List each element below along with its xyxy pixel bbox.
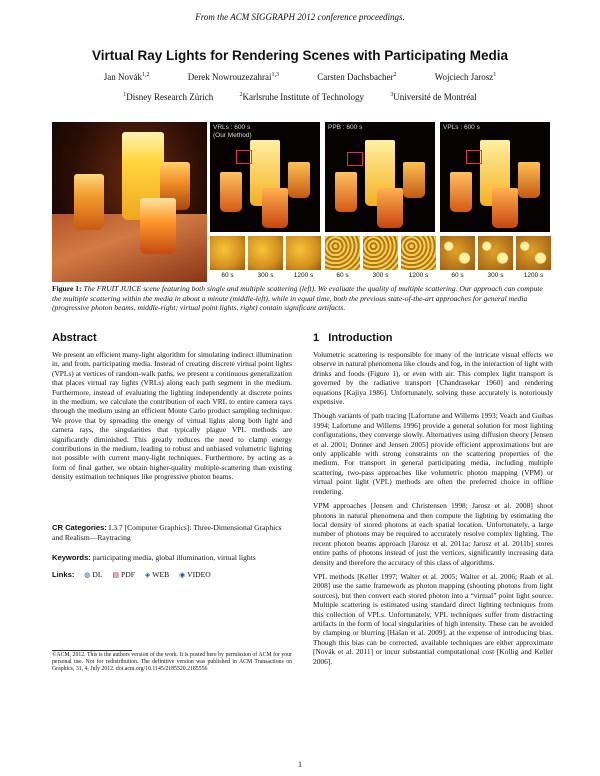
- section-number: 1: [313, 332, 320, 344]
- main-render-image: [52, 122, 207, 282]
- affiliation: $^1$Disney Research Zürich: [123, 92, 214, 102]
- globe-icon: ◍: [84, 571, 91, 579]
- caption-label: Figure 1:: [52, 284, 82, 293]
- copyright-notice: ©ACM, 2012. This is the authors version of the work. It is posted here by permission of ACM for your personal use. Not for redistribution. The definitive version was published in ACM Transactions on Graphics, 31, 4, July 2012. doi.acm.org/10.1145/2185520.2185556: [52, 652, 292, 673]
- paragraph: Though variants of path tracing [Lafortune and Willems 1993; Veach and Guibas 1994; Lafortune and Willems 1996] provide a general solution for most lighting configurations, they converge slowly. Alternatives using diffusion theory [Jensen et al. 2001; Donner and Jensen 2005] provide efficient approximations but are only applicable with strong constraints on the scattering properties of the medium. For transport in general participating media, including multiple scattering, two-pass approaches like volumetric photon mapping (VPM) or virtual point light (VPL) methods are often the preferred choice in offline rendering.: [313, 411, 553, 496]
- figure-caption: [52, 284, 550, 313]
- affiliation: $^2$Karlsruhe Institute of Technology: [239, 92, 364, 102]
- time-label: 1200 s: [293, 272, 314, 279]
- introduction-body: [313, 350, 553, 671]
- paper-title: Virtual Ray Lights for Rendering Scenes with Participating Media: [91, 48, 509, 63]
- time-label: 1200 s: [408, 272, 429, 279]
- crop-image: [440, 236, 475, 270]
- ppb-panel-image: [325, 122, 435, 232]
- caption-text: The FRUIT JUICE scene featuring both single and multiple scattering (left). We evaluate the quality of multiple scattering. Our approach can compute the multiple scattering within the media in about a minute (middle-left), while in equal time, both the previous state-of-the-art approaches for general media (progressive photon beams, middle-right; virtual point lights, right) contain significant artifacts.: [52, 284, 543, 313]
- pdf-link[interactable]: ▤ PDF: [112, 570, 135, 579]
- page-number: 1: [298, 760, 302, 769]
- abstract-heading: Abstract: [52, 332, 97, 344]
- pdf-icon: ▤: [112, 571, 120, 579]
- time-label: 60 s: [451, 272, 464, 279]
- affiliation: $^3$Université de Montréal: [390, 92, 477, 102]
- panel-label: PPB : 600 s: [328, 124, 363, 131]
- abstract-body: We present an efficient many-light algorithm for simulating indirect illumination in, and from, participating media. Instead of creating discrete virtual point lights (VPLs) at vertices of random-walk paths, we present a continuous generalization that places virtual ray lights (VRLs) along each path segment in the medium. Furthermore, instead of evaluating the lighting independently at discrete points in the medium, we calculate the contribution of each VRL to entire camera rays through the medium using an efficient Monte Carlo product sampling technique. We prove that by spreading the energy of virtual lights along both light and camera rays, the singularities that typically plague VPL methods are significantly diminished. This greatly reduces the need to clamp energy contributions in the medium, leading to robust and unbiased volumetric lighting not possible with current many-light techniques. Furthermore, by acting as a form of final gather, we obtain higher-quality multiple-scattering than existing density estimation techniques like progressive photon beams.: [52, 350, 292, 482]
- crop-time-labels: [207, 272, 550, 282]
- time-label: 300 s: [257, 272, 274, 279]
- time-label: 300 s: [487, 272, 504, 279]
- crop-image: [210, 236, 245, 270]
- vrl-panel-image: [210, 122, 320, 232]
- time-label: 60 s: [336, 272, 349, 279]
- vpl-panel-image: [440, 122, 550, 232]
- keywords-text: participating media, global illumination, virtual lights: [92, 553, 256, 562]
- video-icon: ◉: [179, 571, 186, 579]
- author: Derek Nowrouzezahrai$^{1,3}$: [187, 72, 279, 82]
- crop-image: [248, 236, 283, 270]
- cr-text: I.3.7 [Computer Graphics]: Three-Dimensional Graphics and Realism—Raytracing: [52, 523, 282, 542]
- links-row: [52, 570, 292, 579]
- links-label: Links:: [52, 570, 75, 579]
- cr-label: CR Categories:: [52, 523, 107, 532]
- footnote-rule: [52, 650, 132, 651]
- section-title: Introduction: [328, 332, 393, 344]
- crop-image: [363, 236, 398, 270]
- juice-glass: [74, 174, 104, 230]
- cr-categories: [52, 523, 292, 542]
- author: Carsten Dachsbacher$^2$: [317, 72, 397, 82]
- crop-image: [478, 236, 513, 270]
- teaser-figure: [52, 122, 550, 282]
- keywords: [52, 553, 292, 563]
- author: Jan Novák$^{1,2}$: [103, 72, 150, 82]
- author: Wojciech Jarosz$^1$: [434, 72, 497, 82]
- juice-glass: [140, 198, 176, 254]
- dl-link[interactable]: ◍ DL: [84, 570, 103, 579]
- crop-strip: [207, 236, 550, 270]
- web-link[interactable]: ◈ WEB: [144, 570, 170, 579]
- panel-label: VRLs : 600 s (Our Method): [213, 124, 252, 139]
- paragraph: VPL methods [Keller 1997; Walter et al. 2005; Walter et al. 2006; Raab et al. 2008] use the same framework as photon mapping (shooting photons from light sources), but then convert each stored photon into a “virtual” point light source. Multiple scattering is estimated using standard direct lighting techniques from this collection of VPLs. Unfortunately, VPL techniques suffer from distracting artifacts in the form of local singularities of high intensity. These can be avoided by clamping or blurring [Hašan et al. 2009], at the expense of introducing bias. Though this bias can be corrected, available techniques are either approximate [Novák et al. 2011] or incur substantial computational cost [Kollig and Keller 2006].: [313, 571, 553, 666]
- paragraph: VPM approaches [Jensen and Christensen 1998; Jarosz et al. 2008] shoot photons in natural phenomena and then compute the lighting by estimating the local density of stored photons at each spatial location. Unfortunately, a large number of photons may be required to accurately resolve complex lighting. The recent photon beams approach [Jarosz et al. 2011a; Jarosz et al. 2011b] stores entire paths of photons instead of just the vertices, significantly increasing data density and therefore the accuracy of this class of algorithms.: [313, 501, 553, 567]
- time-label: 300 s: [372, 272, 389, 279]
- affiliation-list: [0, 92, 600, 102]
- video-link[interactable]: ◉ VIDEO: [179, 570, 211, 579]
- time-label: 1200 s: [523, 272, 544, 279]
- keywords-label: Keywords:: [52, 553, 91, 562]
- crop-image: [516, 236, 551, 270]
- crop-image: [286, 236, 321, 270]
- time-label: 60 s: [221, 272, 234, 279]
- panel-label: VPLs : 600 s: [443, 124, 480, 131]
- paragraph: Volumetric scattering is responsible for many of the intricate visual effects we observe in natural phenomena like clouds and fog, in the interaction of light with drinks and foods (Figure 1), or even with air. This complex light transport is governed by the radiative transport [Chandrasekar 1960] and rendering equations [Kajiya 1986]. Unfortunately, solving these accurately is notoriously expensive.: [313, 350, 553, 407]
- author-list: [0, 72, 600, 82]
- venue-line: From the ACM SIGGRAPH 2012 conference proceedings.: [195, 12, 405, 22]
- introduction-heading: [313, 332, 553, 344]
- web-icon: ◈: [144, 571, 151, 579]
- crop-image: [401, 236, 436, 270]
- crop-image: [325, 236, 360, 270]
